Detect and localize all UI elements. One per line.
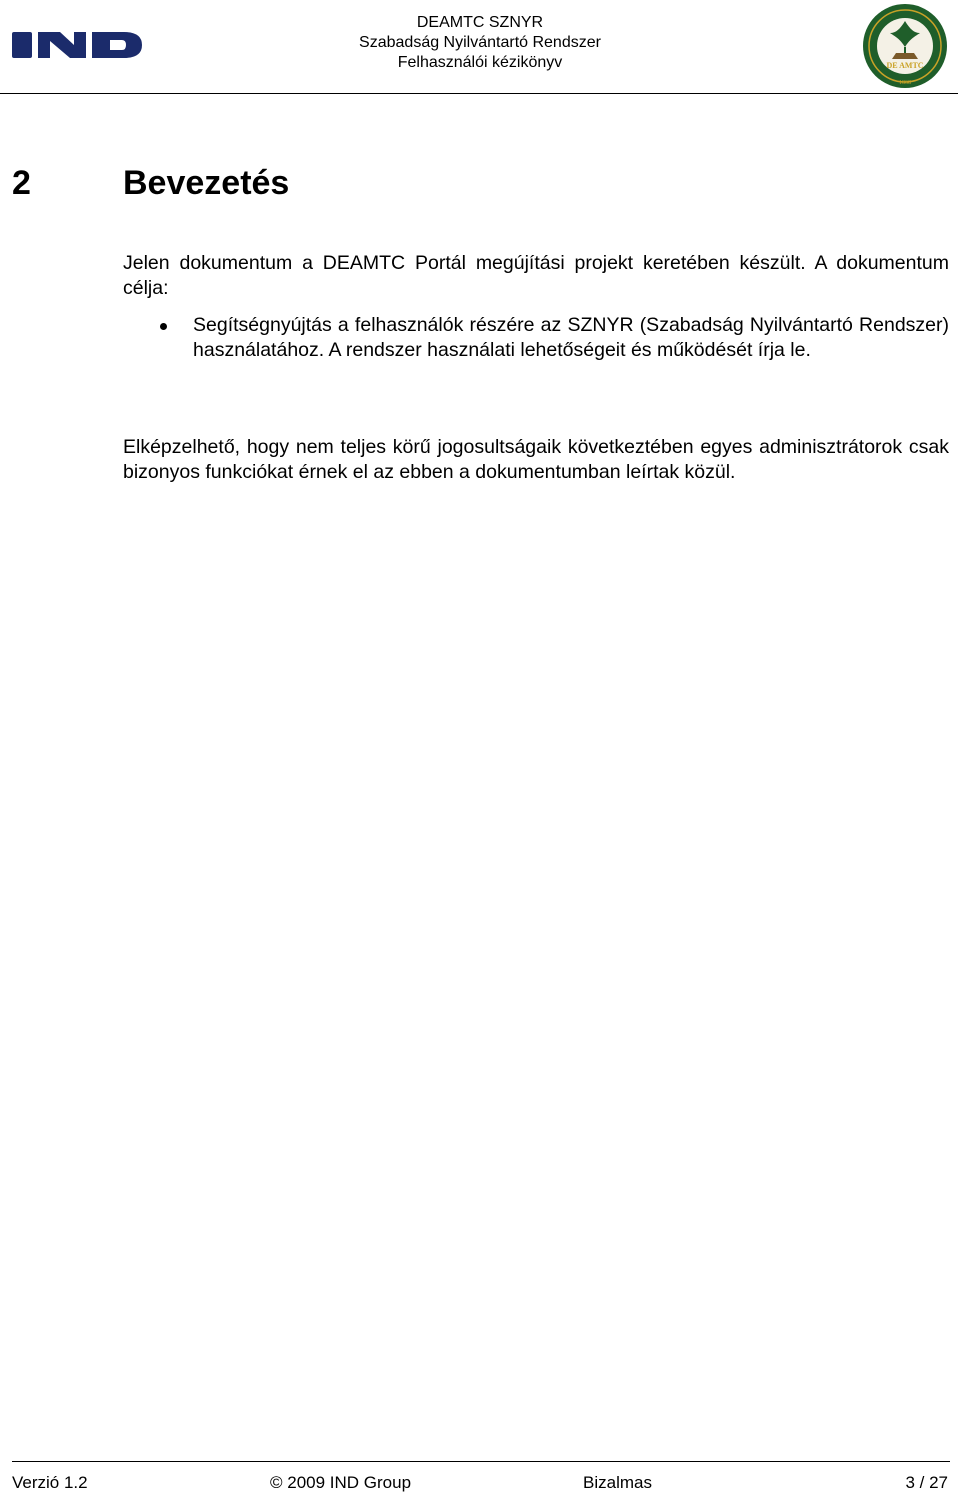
list-item-text: Segítségnyújtás a felhasználók részére az SZNYR (Szabadság Nyilvántartó Rendszer) használatához. A rendszer használati lehetőségeit és működését írja le. [193,314,949,361]
intro-paragraph: Jelen dokumentum a DEAMTC Portál megújítási projekt keretében készült. A dokumentum célja: [123,252,949,299]
footer-classification: Bizalmas [583,1473,652,1492]
university-seal-icon [862,3,948,89]
footer-page-number: 3 / 27 [905,1473,948,1492]
bullet-icon [160,323,167,330]
header-text [0,13,960,73]
section-number: 2 [12,164,31,202]
purpose-list [160,313,949,362]
page-header [0,0,960,96]
seal-year: 1868 [899,80,911,86]
footer-copyright: © 2009 IND Group [270,1473,412,1492]
note-paragraph: Elképzelhető, hogy nem teljes körű jogosultságaik következtében egyes adminisztrátorok csak bizonyos funkciókat érnek el az ebben a dokumentumban leírtak közül. [123,436,949,483]
ind-logo-text: IND [12,31,14,32]
seal-text: DE AMTC [886,61,924,70]
section-title: Bevezetés [123,164,290,202]
header-line-2: Szabadság Nyilvántartó Rendszer [359,34,601,51]
header-line-1: DEAMTC SZNYR [416,14,544,31]
list-item [160,313,949,362]
footer-divider [12,1461,950,1462]
header-line-3: Felhasználói kézikönyv [397,54,563,71]
header-divider [0,93,958,94]
footer-version: Verzió 1.2 [12,1473,88,1492]
